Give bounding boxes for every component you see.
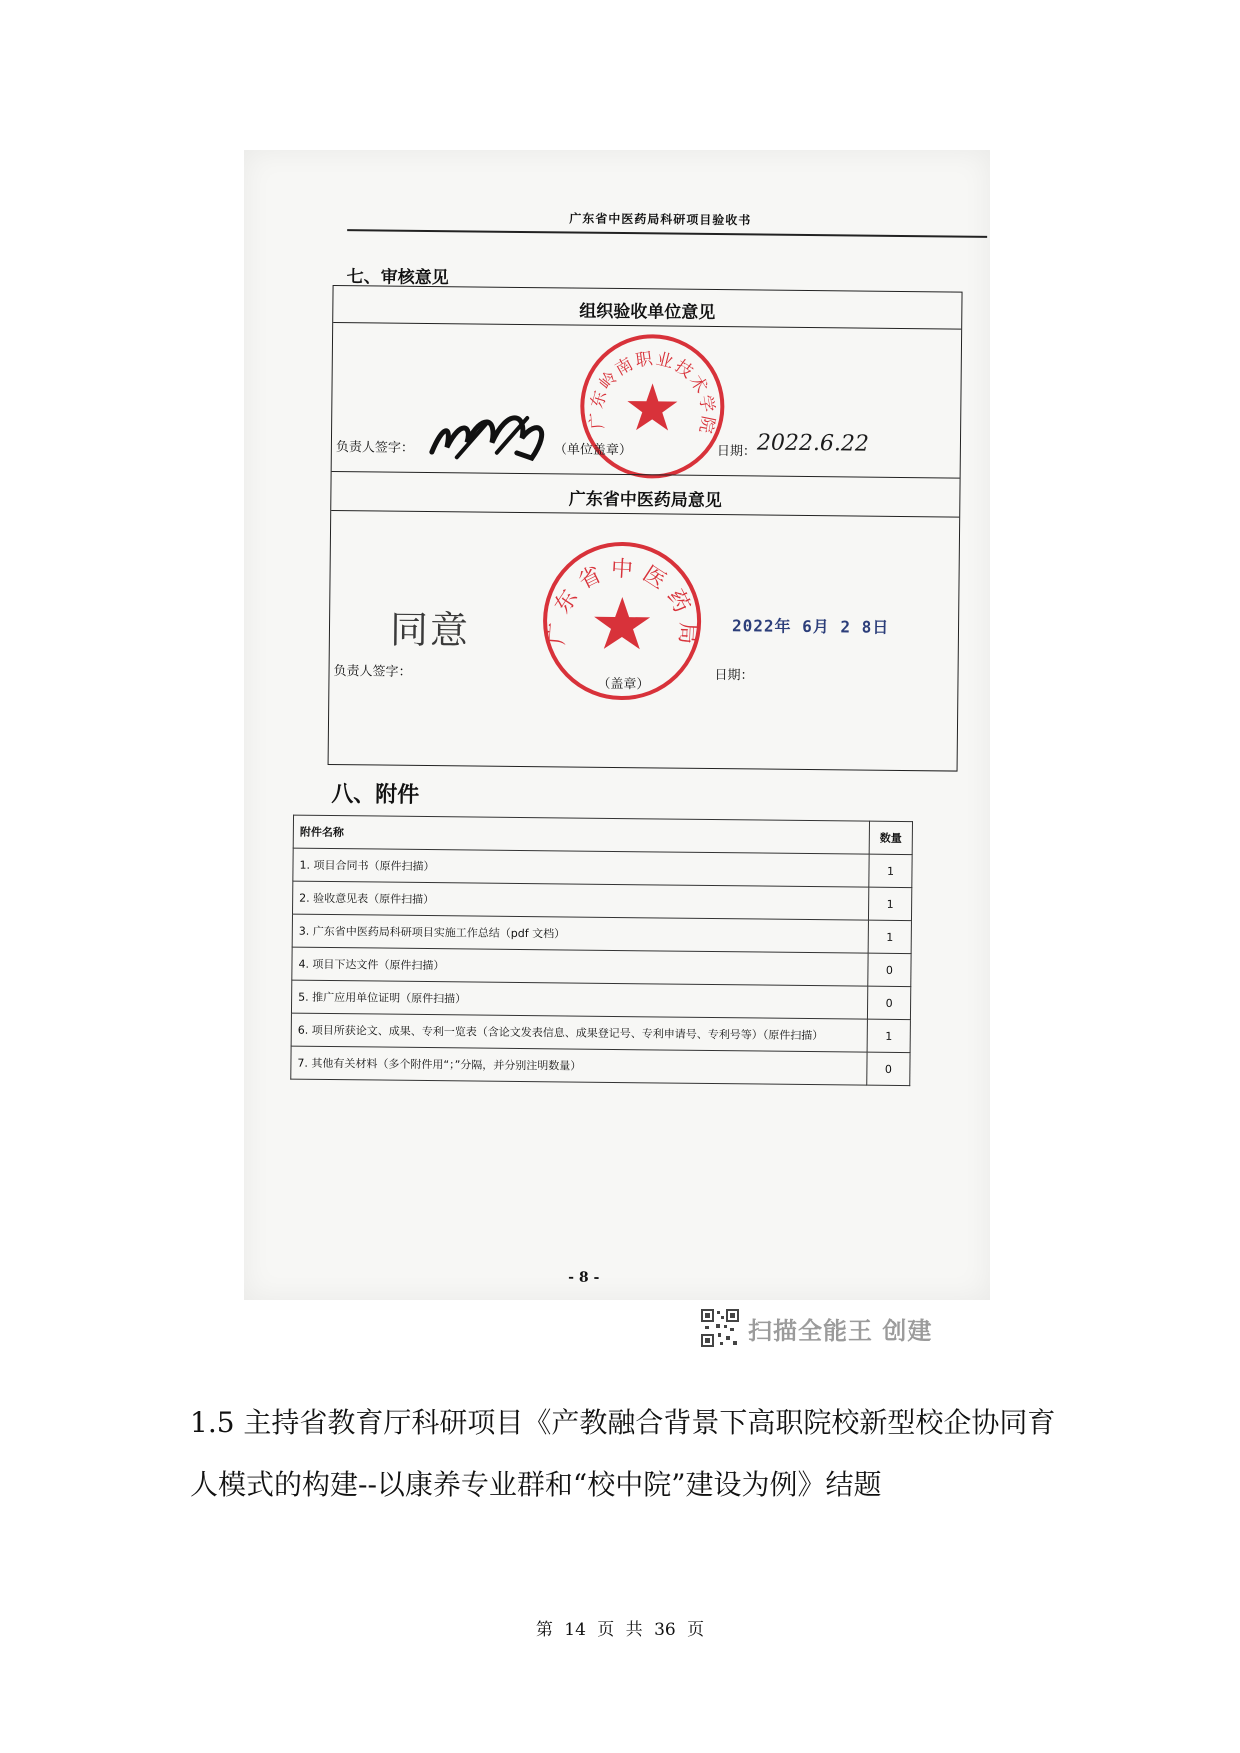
review-opinion-box xyxy=(328,285,963,772)
attachment-qty: 1 xyxy=(868,887,911,920)
attachment-qty: 1 xyxy=(869,854,912,887)
section-8-title: 八、附件 xyxy=(331,782,420,808)
org-seal-label: （单位盖章） xyxy=(553,442,632,459)
org-date-label: 日期： xyxy=(716,444,756,460)
attachment-qty: 0 xyxy=(867,1052,910,1085)
header-divider xyxy=(347,229,987,238)
attachment-name: 6. 项目所获论文、成果、专利一览表（含论文发表信息、成果登记号、专利申请号、专利号等）（原件扫描） xyxy=(291,1013,867,1052)
bureau-date-label: 日期： xyxy=(714,668,754,684)
attachment-name: 4. 项目下达文件（原件扫描） xyxy=(292,947,868,986)
attachment-name: 5. 推广应用单位证明（原件扫描） xyxy=(291,980,867,1019)
page-footer: 第 14 页 共 36 页 xyxy=(535,1620,705,1640)
org-signature-label: 负责人签字： xyxy=(335,440,414,456)
inner-page-number: - 8 - xyxy=(568,1269,600,1286)
attachment-qty: 1 xyxy=(867,1019,910,1052)
table-row xyxy=(291,1046,910,1085)
org-opinion-title: 组织验收单位意见 xyxy=(579,301,716,324)
section-7-title: 七、审核意见 xyxy=(346,267,449,289)
svg-text:广东岭南职业技术学院: 广东岭南职业技术学院 xyxy=(586,348,718,437)
signature-scribble xyxy=(427,397,558,468)
qr-code-icon xyxy=(700,1308,740,1348)
bureau-opinion-title: 广东省中医药局意见 xyxy=(568,489,722,512)
scanner-watermark-text: 扫描全能王 创建 xyxy=(748,1316,933,1345)
body-paragraph: 1.5 主持省教育厅科研项目《产教融合背景下高职院校新型校企协同育人模式的构建--以康养专业群和“校中院”建设为例》结题 xyxy=(190,1406,1056,1501)
header-attachment-name: 附件名称 xyxy=(293,815,869,854)
svg-text:广东省中医药局: 广东省中医药局 xyxy=(544,556,701,653)
scanned-page xyxy=(244,150,990,1300)
attachment-name: 2. 验收意见表（原件扫描） xyxy=(293,881,869,920)
bureau-signature-label: 负责人签字： xyxy=(333,664,412,680)
attachment-name: 7. 其他有关材料（多个附件用“；”分隔，并分别注明数量） xyxy=(291,1046,867,1085)
document-header: 广东省中医药局科研项目验收书 xyxy=(569,211,752,228)
org-date-value: 2022.6.22 xyxy=(756,430,870,457)
attachment-name: 1. 项目合同书（原件扫描） xyxy=(293,848,869,887)
attachments-table xyxy=(290,815,913,1086)
header-quantity: 数量 xyxy=(869,821,912,854)
attachment-qty: 0 xyxy=(868,953,911,986)
attachment-qty: 1 xyxy=(868,920,911,953)
attachment-qty: 0 xyxy=(867,986,910,1019)
bureau-seal-label: （盖章） xyxy=(597,676,650,693)
scanner-watermark xyxy=(700,1308,932,1348)
college-seal-icon xyxy=(577,331,729,483)
scanned-document-image xyxy=(244,150,990,1300)
bureau-date-value: 2022年 6月 2 8日 xyxy=(731,616,890,637)
bureau-opinion-text: 同意 xyxy=(389,607,471,653)
attachment-name: 3. 广东省中医药局科研项目实施工作总结（pdf 文档） xyxy=(292,914,868,953)
